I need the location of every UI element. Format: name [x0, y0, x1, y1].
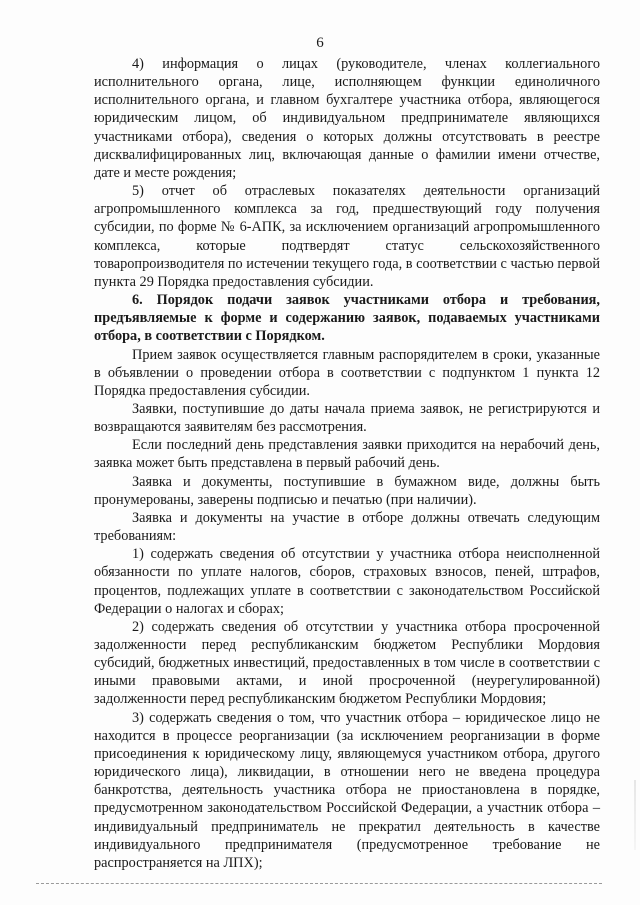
paragraph-non-working-day: Если последний день представления заявки приходится на нерабочий день, заявка может быть представлена в первый рабочий день. [94, 437, 600, 472]
page-number: 6 [316, 35, 324, 51]
paragraph-early-applications: Заявки, поступившие до даты начала приема заявок, не регистрируются и возвращаются заявителям без рассмотрения. [94, 400, 600, 436]
requirement-item-3: 3) содержать сведения о том, что участник отбора – юридическое лицо не находится в процессе реорганизации (за исключением реорганизации в форме присоединения к юридическому лицу, являющемуся участником отбора, другого юридического лица), ликвидации, в отношении него не введена процедура банкротства, деятельность участника отбора не приостановлена в порядке, предусмотренном законодательством Российской Федерации, а участник отбора – индивидуальный предприниматель не прекратил деятельность в качестве индивидуального предпринимателя (предусмотренное требование не распространяется на ЛПХ); [94, 709, 600, 871]
section-heading-6: 6. Порядок подачи заявок участниками отбора и требования, предъявляемые к форме и содержанию заявок, подаваемых участниками отбора, в соответствии с Порядком. [94, 292, 600, 345]
paragraph-item-4: 4) информация о лицах (руководителе, членах коллегиального исполнительного органа, лице, исполняющем функции единоличного исполнительного органа, и главном бухгалтере участника отбора, являющегося юридическим лицом, об индивидуальном предпринимателе являющихся участниками отбора), сведения о которых должны отсутствовать в реестре дисквалифицированных лиц, включающая данные о фамилии имени отчестве, дате и месте рождения; [94, 56, 600, 181]
requirement-item-1: 1) содержать сведения об отсутствии у участника отбора неисполненной обязанности по уплате налогов, сборов, страховых взносов, пеней, штрафов, процентов, подлежащих уплате в соответствии с законодательством Российской Федерации о налогах и сборах; [94, 546, 600, 617]
paragraph-item-5: 5) отчет об отраслевых показателях деятельности организаций агропромышленного комплекса за год, предшествующий году получения субсидии, по форме № 6-АПК, за исключением организаций агропромышленного комплекса, которые подтвердят статус сельскохозяйственного товаропроизводителя по истечении текущего года, в соответствии с частью первой пункта 29 Порядка предоставления субсидии. [94, 183, 600, 290]
paragraph-requirements-intro: Заявка и документы на участие в отборе должны отвечать следующим требованиям: [94, 509, 600, 545]
scan-edge-mark [634, 780, 636, 850]
footer-divider [36, 883, 602, 884]
requirement-item-2: 2) содержать сведения об отсутствии у участника отбора просроченной задолженности перед республиканским бюджетом Республики Мордовия субсидий, бюджетных инвестиций, предоставленных в том числе в соответствии с иными правовыми актами, и иной просроченной (неурегулированной) задолженности перед республиканским бюджетом Республики Мордовия; [94, 618, 600, 708]
paragraph-paper-documents: Заявка и документы, поступившие в бумажном виде, должны быть пронумерованы, заверены подписью и печатью (при наличии). [94, 473, 600, 508]
paragraph-acceptance: Прием заявок осуществляется главным распорядителем в сроки, указанные в объявлении о проведении отбора в соответствии с подпунктом 1 пункта 12 Порядка предоставления субсидии. [94, 346, 600, 399]
document-body [94, 55, 600, 872]
